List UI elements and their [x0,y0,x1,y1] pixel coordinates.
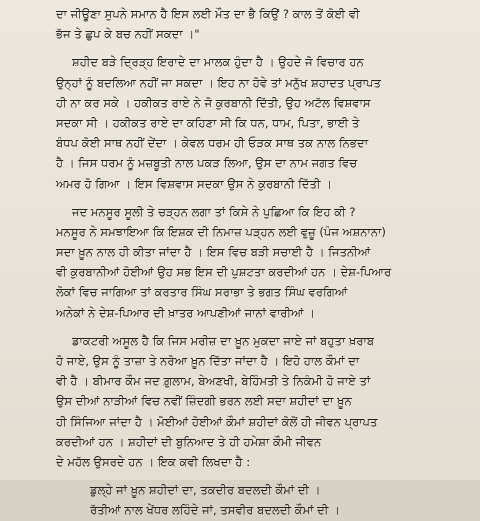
paragraph-3 [56,202,466,323]
text-line: ਸਦਾ ਖ਼ੂਨ ਨਾਲ ਹੀ ਕੀਤਾ ਜਾਂਦਾ ਹੈ । ਇਸ ਵਿਚ ਬੜੀ ਸਚਾਈ ਹੈ । ਜਿਤਨੀਆਂ [56,245,371,260]
text-line: ਹੀ ਸਿੰਜਿਆ ਜਾਂਦਾ ਹੈ । ਮੋਈਆਂ ਹੋਈਆਂ ਕੌਮਾਂ ਸ਼ਹੀਦਾਂ ਕੋਲੋਂ ਹੀ ਜੀਵਨ ਪ੍ਰਾਪਤ [56,414,378,429]
text-line: ਹੋ ਜਾਏ, ਉਸ ਨੂੰ ਤਾਜ਼ਾ ਤੇ ਨਰੋਆ ਖ਼ੂਨ ਦਿੱਤਾ ਜਾਂਦਾ ਹੈ । ਇਹੋ ਹਾਲ ਕੌਮਾਂ ਦਾ [56,354,360,368]
paragraph-1 [56,4,466,44]
text-line: ਦੇ ਮਹੱਲ ਉਸਰਦੇ ਹਨ । ਇਕ ਕਵੀ ਲਿਖਦਾ ਹੈ : [56,454,251,469]
text-line: ਲੋਕਾਂ ਵਿਚ ਜਾਗਿਆ ਤਾਂ ਕਰਤਾਰ ਸਿੰਘ ਸਰਾਭਾ ਤੇ ਭਗਤ ਸਿੰਘ ਵਰਗਿਆਂ [56,285,348,300]
text-line: ਸ਼ਹੀਦ ਬੜੇ ਦ੍ਰਿੜ੍ਹ ਇਰਾਦੇ ਦਾ ਮਾਲਕ ਹੁੰਦਾ ਹੈ । ਉਹਦੇ ਜੋ ਵਿਚਾਰ ਹਨ [72,55,364,70]
text-line: ਬੰਧਪ ਕੋਈ ਸਾਥ ਨਹੀਂ ਦੇਂਦਾ । ਕੇਵਲ ਧਰਮ ਹੀ ਓੜਕ ਸਾਥ ਤਕ ਨਾਲ ਨਿਭਦਾ [56,136,369,151]
text-line: ਅਨੇਕਾਂ ਨੇ ਦੇਸ਼-ਪਿਆਰ ਦੀ ਖ਼ਾਤਰ ਆਪਣੀਆਂ ਜਾਨਾਂ ਵਾਰੀਆਂ । [56,305,316,320]
page-text [56,4,466,521]
verse-block [56,480,466,520]
text-line: ਉਨ੍ਹਾਂ ਨੂੰ ਬਦਲਿਆ ਨਹੀਂ ਜਾ ਸਕਦਾ । ਇਹ ਨਾ ਹੋਵੇ ਤਾਂ ਮਨੁੱਖ ਸ਼ਹਾਦਤ ਪ੍ਰਾਪਤ [56,75,381,90]
text-line: ਅਮਰ ਹੋ ਗਿਆ । ਇਸ ਵਿਸ਼ਵਾਸ ਸਦਕਾ ਉਸ ਨੇ ਕੁਰਬਾਨੀ ਦਿੱਤੀ । [56,176,332,191]
text-line: ਭੱਜ ਤੇ ਛੁਪ ਕੇ ਬਚ ਨਹੀਂ ਸਕਦਾ ।" [56,27,200,42]
text-line: ਕਰਦੀਆਂ ਹਨ । ਸ਼ਹੀਦਾਂ ਦੀ ਬੁਨਿਆਦ ਤੇ ਹੀ ਹਮੇਸ਼ਾ ਕੌਮੀ ਜੀਵਨ [56,434,322,449]
text-line: ਵੀ ਕੁਰਬਾਨੀਆਂ ਹੋਈਆਂ ਉਹ ਸਭ ਇਸ ਦੀ ਪੁਸ਼ਟਤਾ ਕਰਦੀਆਂ ਹਨ । ਦੇਸ਼-ਪਿਆਰ [56,265,392,280]
text-line: ਜਦ ਮਨਸੂਰ ਸੂਲੀ ਤੇ ਚੜ੍ਹਨ ਲਗਾ ਤਾਂ ਕਿਸੇ ਨੇ ਪੁਛਿਆ ਕਿ ਇਹ ਕੀ ? [72,204,356,219]
text-line: ਸਦਕਾ ਸੀ । ਹਕੀਕਤ ਰਾਏ ਦਾ ਕਹਿਣਾ ਸੀ ਕਿ ਧਨ, ਧਾਮ, ਪਿਤਾ, ਭਾਈ ਤੇ [56,115,360,130]
text-line: ਮਨਸੂਰ ਨੇ ਸਮਝਾਇਆ ਕਿ ਇਸ਼ਕ ਦੀ ਨਿਮਾਜ਼ ਪੜ੍ਹਨ ਲਈ ਵੁਜ਼ੂ (ਪੰਜ ਅਸ਼ਨਾਨਾ) [56,224,386,239]
text-line: ਉਸ ਦੀਆਂ ਨਾੜੀਆਂ ਵਿਚ ਨਵੀਂ ਜ਼ਿੰਦਗੀ ਭਰਨ ਲਈ ਸਦਾ ਸ਼ਹੀਦਾਂ ਦਾ ਖ਼ੂਨ [56,394,352,409]
text-line: ਵੀ ਹੈ । ਬੀਮਾਰ ਕੌਮ ਜਦ ਗ਼ੁਲਾਮ, ਬੇਅਣਖੀ, ਬੇਹਿੰਮਤੀ ਤੇ ਨਿਕੰਮੀ ਹੋ ਜਾਏ ਤਾਂ [56,374,371,389]
verse-line: ਡੁਲ੍ਹੇ ਜਾਂ ਖ਼ੂਨ ਸ਼ਹੀਦਾਂ ਦਾ, ਤਕਦੀਰ ਬਦਲਦੀ ਕੌਮਾਂ ਦੀ । [90,483,321,498]
verse-line: ਰੱਤੀਆਂ ਨਾਲ ਖੇਂਧਰ ਲਹਿੰਦੇ ਜਾਂ, ਤਸਵੀਰ ਬਦਲਦੀ ਕੌਮਾਂ ਦੀ । [90,503,340,518]
text-line: ਡਾਕਟਰੀ ਅਸੂਲ ਹੈ ਕਿ ਜਿਸ ਮਰੀਜ਼ ਦਾ ਖ਼ੂਨ ਮੁਕਦਾ ਜਾਏ ਜਾਂ ਬਹੁਤਾ ਖ਼ਰਾਬ [72,333,375,348]
paragraph-2 [56,52,466,193]
text-line: ਦਾ ਜੀਊਣਾ ਸੁਪਨੇ ਸਮਾਨ ਹੈ ਇਸ ਲਈ ਮੌਤ ਦਾ ਭੈ ਕਿਉਂ ? ਕਾਲ ਤੋਂ ਕੋਈ ਵੀ [56,7,360,21]
text-line: ਹੀ ਨਾ ਕਰ ਸਕੇ । ਹਕੀਕਤ ਰਾਏ ਨੇ ਜੋ ਕੁਰਬਾਨੀ ਦਿੱਤੀ, ਉਹ ਅਟੱਲ ਵਿਸ਼ਵਾਸ [56,95,371,110]
text-line: ਹੈ । ਜਿਸ ਧਰਮ ਨੂੰ ਮਜ਼ਬੂਤੀ ਨਾਲ ਪਕੜ ਲਿਆ, ਉਸ ਦਾ ਨਾਮ ਜਗਤ ਵਿਚ [56,156,358,171]
paragraph-4 [56,331,466,472]
